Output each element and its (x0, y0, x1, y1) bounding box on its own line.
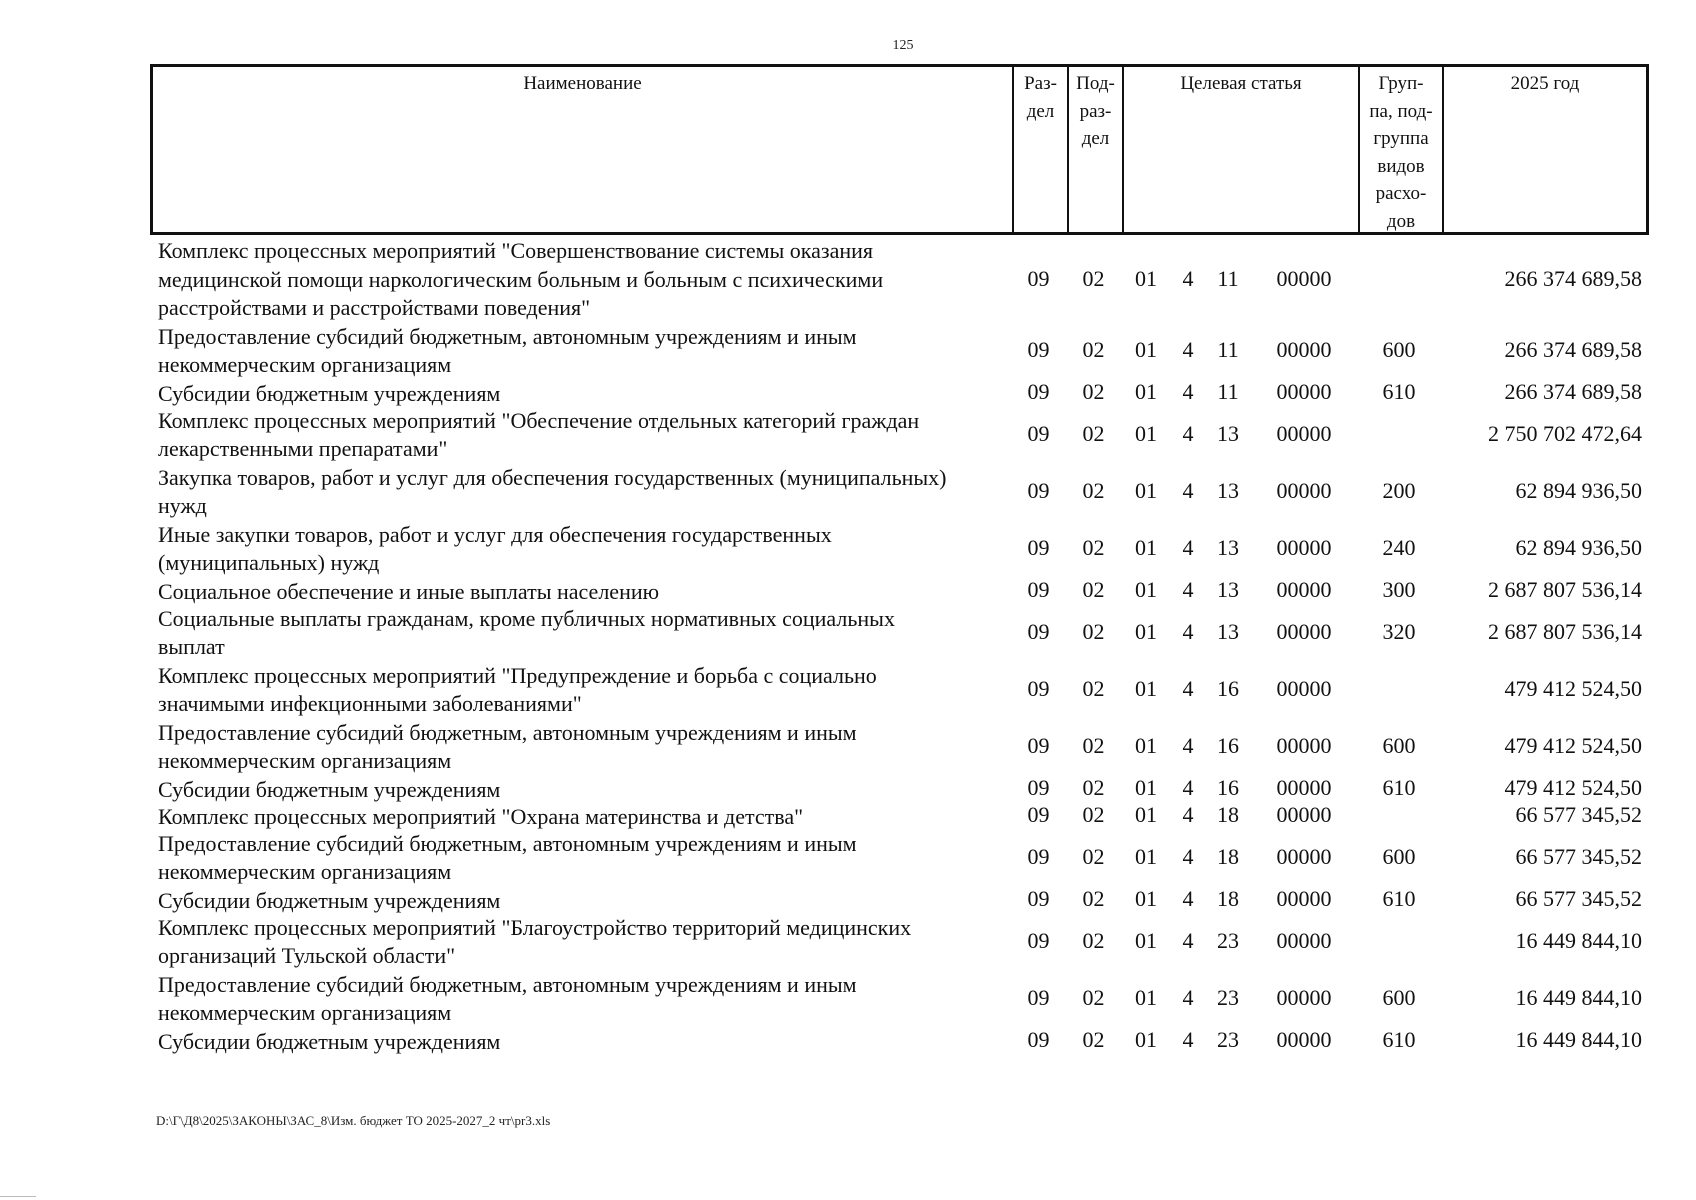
row-name-line: Социальные выплаты гражданам, кроме публичных нормативных социальных (158, 605, 895, 631)
table-body (150, 236, 1649, 1054)
cell-razdel: 09 (1027, 928, 1050, 953)
cell-prog: 01 (1135, 619, 1157, 644)
cell-prog: 01 (1135, 928, 1157, 953)
scan-edge-mark (0, 1196, 36, 1197)
header-gruppa-line: Груп- (1378, 73, 1424, 94)
cell-vid: 610 (1382, 379, 1416, 404)
header-razdel-line: Раз- (1024, 73, 1057, 94)
cell-vid: 610 (1382, 886, 1416, 911)
cell-razdel: 09 (1027, 985, 1050, 1010)
cell-sum: 479 412 524,50 (1504, 676, 1642, 701)
cell-podrazdel: 02 (1082, 1027, 1105, 1052)
cell-code: 00000 (1276, 577, 1332, 602)
cell-sub: 4 (1182, 886, 1194, 911)
row-name (158, 887, 1023, 916)
cell-code: 00000 (1276, 1027, 1332, 1052)
cell-podrazdel: 02 (1082, 337, 1105, 362)
table-row (150, 913, 1649, 970)
cell-sum: 62 894 936,50 (1515, 478, 1642, 503)
header-year: 2025 год (1510, 73, 1580, 94)
cell-prog: 01 (1135, 421, 1157, 446)
row-name-line: Комплекс процессных мероприятий "Обеспечение отдельных категорий граждан (158, 407, 920, 433)
cell-razdel: 09 (1027, 421, 1050, 446)
header-gruppa-line: дов (1386, 210, 1416, 232)
row-name-line: Комплекс процессных мероприятий "Предупреждение и борьба с социально (158, 662, 877, 688)
cell-sum: 266 374 689,58 (1504, 265, 1642, 291)
cell-meas: 16 (1217, 775, 1239, 800)
cell-vid: 320 (1382, 619, 1416, 644)
row-name-line: некоммерческим организациям (158, 748, 452, 773)
cell-code: 00000 (1276, 676, 1332, 701)
cell-vid: 240 (1382, 535, 1416, 560)
cell-razdel: 09 (1027, 478, 1050, 503)
cell-podrazdel: 02 (1082, 775, 1105, 800)
cell-code: 00000 (1276, 535, 1332, 560)
header-razdel (1014, 67, 1069, 232)
cell-prog: 01 (1135, 337, 1157, 362)
row-name (158, 464, 1023, 521)
cell-prog: 01 (1135, 886, 1157, 911)
cell-sub: 4 (1182, 928, 1194, 953)
row-name-line: Предоставление субсидий бюджетным, автономным учреждениям и иным (158, 719, 857, 745)
row-name-line: выплат (158, 634, 225, 659)
table-row (150, 718, 1649, 775)
header-podrazdel-line: Под- (1076, 73, 1115, 94)
cell-razdel: 09 (1027, 844, 1050, 869)
cell-sub: 4 (1182, 676, 1194, 701)
cell-code: 00000 (1276, 985, 1332, 1010)
cell-sum: 16 449 844,10 (1515, 985, 1642, 1010)
cell-sum: 66 577 345,52 (1515, 886, 1642, 911)
row-name (158, 1028, 1023, 1057)
table-row (150, 886, 1649, 913)
cell-prog: 01 (1135, 844, 1157, 869)
row-name-line: организаций Тульской области" (158, 943, 456, 968)
row-name (158, 803, 1023, 832)
row-name-line: лекарственными препаратами" (158, 436, 448, 461)
cell-prog: 01 (1135, 985, 1157, 1010)
cell-sub: 4 (1182, 733, 1194, 758)
cell-code: 00000 (1276, 775, 1332, 800)
cell-sum: 2 687 807 536,14 (1488, 619, 1642, 644)
cell-meas: 16 (1217, 676, 1239, 701)
cell-podrazdel: 02 (1082, 844, 1105, 869)
table-row (150, 463, 1649, 520)
row-name (158, 521, 1023, 578)
cell-prog: 01 (1135, 265, 1157, 291)
cell-podrazdel: 02 (1082, 421, 1105, 446)
cell-meas: 18 (1217, 886, 1239, 911)
table-row (150, 520, 1649, 577)
row-name (158, 776, 1023, 805)
cell-sum: 266 374 689,58 (1504, 379, 1642, 404)
cell-meas: 23 (1217, 928, 1239, 953)
table-row (150, 379, 1649, 406)
cell-vid: 300 (1382, 577, 1416, 602)
page-number: 125 (892, 38, 914, 53)
row-name-line: Социальное обеспечение и иные выплаты населению (158, 578, 660, 604)
cell-sum: 16 449 844,10 (1515, 928, 1642, 953)
cell-sub: 4 (1182, 1027, 1194, 1052)
cell-meas: 18 (1217, 844, 1239, 869)
row-name (158, 971, 1023, 1028)
cell-vid: 600 (1382, 844, 1416, 869)
row-name (158, 380, 1023, 409)
cell-prog: 01 (1135, 577, 1157, 602)
cell-sub: 4 (1182, 478, 1194, 503)
cell-razdel: 09 (1027, 676, 1050, 701)
row-name-line: Комплекс процессных мероприятий "Совершенствование системы оказания (158, 238, 874, 263)
cell-vid: 600 (1382, 985, 1416, 1010)
cell-prog: 01 (1135, 478, 1157, 503)
cell-podrazdel: 02 (1082, 478, 1105, 503)
row-name-line: нужд (158, 493, 207, 518)
cell-sub: 4 (1182, 985, 1194, 1010)
row-name (158, 605, 1023, 662)
row-name-line: Закупка товаров, работ и услуг для обеспечения государственных (муниципальных) (158, 464, 947, 490)
cell-sub: 4 (1182, 577, 1194, 602)
cell-razdel: 09 (1027, 265, 1050, 291)
cell-code: 00000 (1276, 733, 1332, 758)
cell-code: 00000 (1276, 337, 1332, 362)
row-name-line: (муниципальных) нужд (158, 550, 380, 575)
cell-prog: 01 (1135, 733, 1157, 758)
row-name-line: Иные закупки товаров, работ и услуг для обеспечения государственных (158, 521, 832, 547)
cell-code: 00000 (1276, 421, 1332, 446)
cell-razdel: 09 (1027, 733, 1050, 758)
row-name-line: Субсидии бюджетным учреждениям (158, 776, 501, 802)
cell-razdel: 09 (1027, 337, 1050, 362)
cell-sub: 4 (1182, 265, 1194, 291)
row-name (158, 407, 1023, 464)
cell-code: 00000 (1276, 619, 1332, 644)
cell-podrazdel: 02 (1082, 379, 1105, 404)
cell-sum: 66 577 345,52 (1515, 844, 1642, 869)
row-name (158, 578, 1023, 607)
cell-vid: 600 (1382, 733, 1416, 758)
header-podrazdel-line: дел (1081, 128, 1110, 149)
cell-vid: 610 (1382, 775, 1416, 800)
cell-meas: 13 (1217, 478, 1239, 503)
cell-sub: 4 (1182, 619, 1194, 644)
cell-razdel: 09 (1027, 577, 1050, 602)
cell-sub: 4 (1182, 337, 1194, 362)
cell-code: 00000 (1276, 265, 1332, 291)
cell-sum: 62 894 936,50 (1515, 535, 1642, 560)
row-name (158, 662, 1023, 719)
cell-sum: 266 374 689,58 (1504, 337, 1642, 362)
cell-prog: 01 (1135, 802, 1157, 827)
table-row (150, 236, 1649, 322)
row-name-line: значимыми инфекционными заболеваниями" (158, 691, 582, 716)
row-name-line: некоммерческим организациям (158, 1000, 452, 1025)
row-name-line: Предоставление субсидий бюджетным, автономным учреждениям и иным (158, 830, 857, 856)
cell-meas: 18 (1217, 802, 1239, 827)
file-path-footer: D:\Г\Д8\2025\ЗАКОНЫ\ЗАС_8\Изм. бюджет ТО 2025-2027_2 чт\pr3.xls (156, 1113, 551, 1128)
cell-razdel: 09 (1027, 1027, 1050, 1052)
row-name-line: Предоставление субсидий бюджетным, автономным учреждениям и иным (158, 323, 857, 349)
cell-vid: 200 (1382, 478, 1416, 503)
cell-sub: 4 (1182, 421, 1194, 446)
table-row (150, 661, 1649, 718)
header-gruppa-line: па, под- (1369, 100, 1433, 122)
table-row (150, 322, 1649, 379)
row-name (158, 914, 1023, 971)
cell-meas: 13 (1217, 421, 1239, 446)
table-row (150, 970, 1649, 1027)
cell-meas: 13 (1217, 619, 1239, 644)
cell-podrazdel: 02 (1082, 928, 1105, 953)
row-name (158, 719, 1023, 776)
cell-sub: 4 (1182, 535, 1194, 560)
cell-meas: 11 (1217, 265, 1239, 291)
row-name-line: расстройствами и расстройствами поведения" (158, 295, 591, 320)
table-row (150, 802, 1649, 829)
cell-prog: 01 (1135, 379, 1157, 404)
cell-sum: 16 449 844,10 (1515, 1027, 1642, 1052)
cell-sum: 479 412 524,50 (1504, 733, 1642, 758)
cell-podrazdel: 02 (1082, 802, 1105, 827)
cell-podrazdel: 02 (1082, 265, 1105, 291)
cell-code: 00000 (1276, 844, 1332, 869)
table-row (150, 1027, 1649, 1054)
header-gruppa-line: расхо- (1375, 183, 1427, 204)
cell-razdel: 09 (1027, 886, 1050, 911)
row-name-line: некоммерческим организациям (158, 352, 452, 377)
header-gruppa-line: видов (1377, 155, 1425, 177)
cell-razdel: 09 (1027, 802, 1050, 827)
cell-podrazdel: 02 (1082, 535, 1105, 560)
row-name (158, 237, 1023, 323)
cell-razdel: 09 (1027, 775, 1050, 800)
cell-vid: 600 (1382, 337, 1416, 362)
cell-code: 00000 (1276, 379, 1332, 404)
row-name-line: Комплекс процессных мероприятий "Охрана материнства и детства" (158, 803, 804, 829)
cell-podrazdel: 02 (1082, 577, 1105, 602)
cell-meas: 16 (1217, 733, 1239, 758)
header-gruppa-vidov (1360, 67, 1444, 232)
cell-meas: 23 (1217, 985, 1239, 1010)
row-name (158, 830, 1023, 887)
header-podrazdel (1069, 67, 1124, 232)
header-gruppa-line: группа (1373, 128, 1429, 149)
cell-code: 00000 (1276, 886, 1332, 911)
header-celevaya-statya: Целевая статья (1124, 67, 1360, 232)
row-name-line: Субсидии бюджетным учреждениям (158, 380, 501, 406)
cell-sub: 4 (1182, 802, 1194, 827)
cell-razdel: 09 (1027, 379, 1050, 404)
cell-sum: 2 750 702 472,64 (1488, 421, 1642, 446)
row-name-line: Субсидии бюджетным учреждениям (158, 1028, 501, 1054)
cell-prog: 01 (1135, 676, 1157, 701)
cell-podrazdel: 02 (1082, 619, 1105, 644)
cell-sum: 66 577 345,52 (1515, 802, 1642, 827)
cell-sum: 479 412 524,50 (1504, 775, 1642, 800)
row-name (158, 323, 1023, 380)
cell-razdel: 09 (1027, 535, 1050, 560)
cell-prog: 01 (1135, 535, 1157, 560)
table-row (150, 577, 1649, 604)
table-row (150, 406, 1649, 463)
table-row (150, 604, 1649, 661)
cell-podrazdel: 02 (1082, 676, 1105, 701)
cell-sub: 4 (1182, 775, 1194, 800)
cell-prog: 01 (1135, 1027, 1157, 1052)
row-name-line: Предоставление субсидий бюджетным, автономным учреждениям и иным (158, 971, 857, 997)
table-row (150, 829, 1649, 886)
header-podrazdel-line: раз- (1079, 100, 1112, 122)
row-name-line: медицинской помощи наркологическим больным и больным с психическими (158, 266, 884, 292)
cell-razdel: 09 (1027, 619, 1050, 644)
cell-podrazdel: 02 (1082, 886, 1105, 911)
cell-code: 00000 (1276, 478, 1332, 503)
cell-code: 00000 (1276, 802, 1332, 827)
cell-meas: 23 (1217, 1027, 1239, 1052)
cell-podrazdel: 02 (1082, 985, 1105, 1010)
row-name-line: Комплекс процессных мероприятий "Благоустройство территорий медицинских (158, 914, 912, 940)
row-name-line: Субсидии бюджетным учреждениям (158, 887, 501, 913)
cell-meas: 13 (1217, 535, 1239, 560)
cell-sub: 4 (1182, 844, 1194, 869)
cell-meas: 11 (1217, 337, 1239, 362)
header-name: Наименование (153, 67, 1014, 232)
cell-code: 00000 (1276, 928, 1332, 953)
table-row (150, 775, 1649, 802)
cell-vid: 610 (1382, 1027, 1416, 1052)
table-header (150, 64, 1649, 235)
cell-podrazdel: 02 (1082, 733, 1105, 758)
row-name-line: некоммерческим организациям (158, 859, 452, 884)
cell-meas: 11 (1217, 379, 1239, 404)
cell-sub: 4 (1182, 379, 1194, 404)
cell-meas: 13 (1217, 577, 1239, 602)
cell-prog: 01 (1135, 775, 1157, 800)
header-razdel-line: дел (1026, 100, 1055, 122)
cell-sum: 2 687 807 536,14 (1488, 577, 1642, 602)
